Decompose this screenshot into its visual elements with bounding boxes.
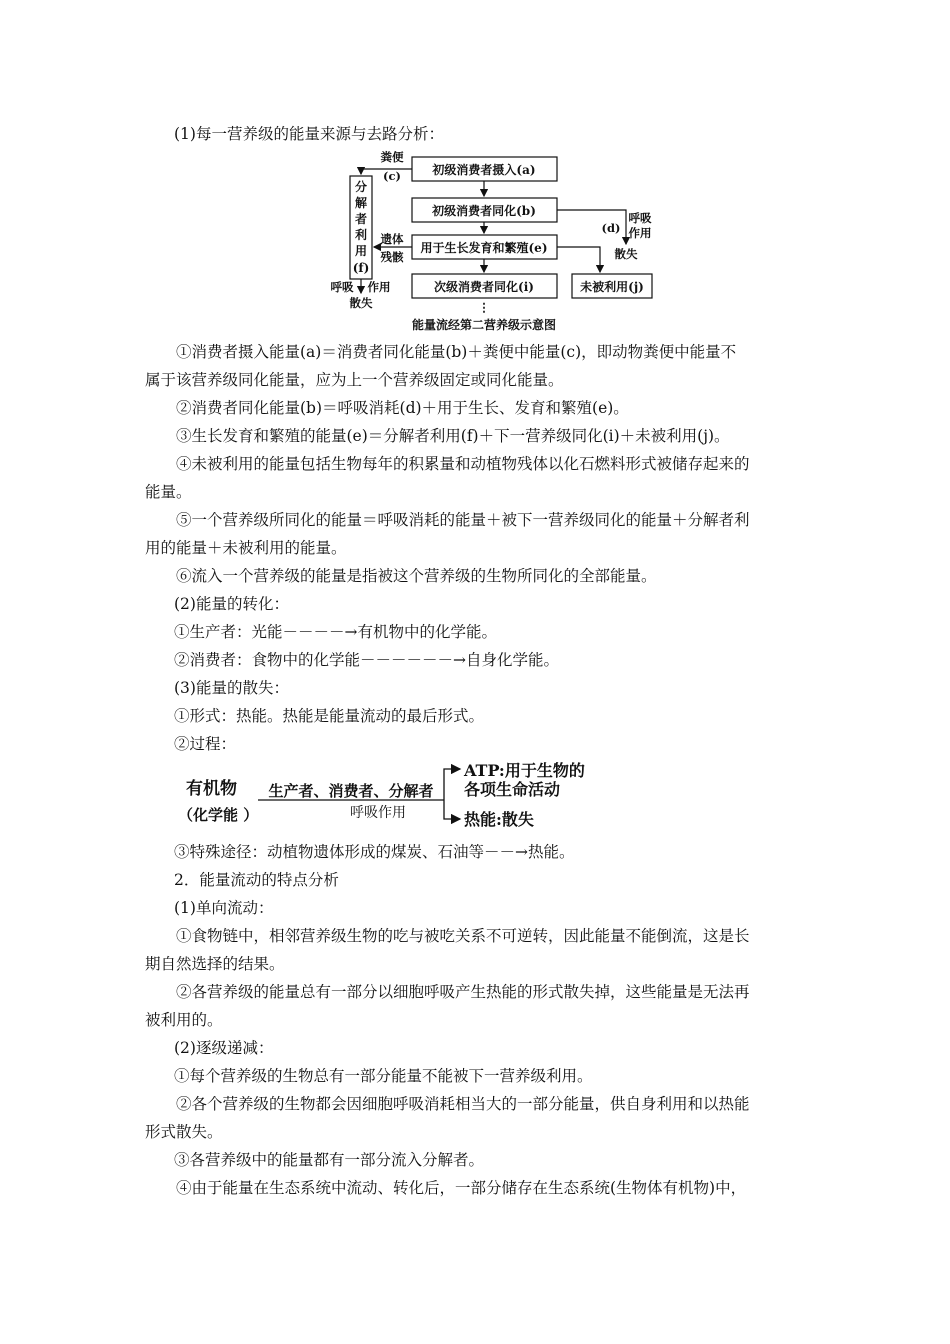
- paragraph: ②消费者：食物中的化学能－－－－－－→自身化学能。: [174, 651, 559, 669]
- paragraph: ①生产者：光能－－－－→有机物中的化学能。: [174, 623, 497, 641]
- paragraph: ①每个营养级的生物总有一部分能量不能被下一营养级利用。: [174, 1067, 593, 1085]
- paragraph: ③特殊途径：动植物遗体形成的煤炭、石油等－－→热能。: [174, 843, 575, 861]
- paragraph: 形式散失。: [145, 1123, 223, 1141]
- label-remains-1: 遗体: [380, 232, 404, 246]
- label-resp-left-2: 作用: [367, 280, 391, 294]
- paragraph: ②各营养级的能量总有一部分以细胞呼吸产生热能的形式散失掉，这些能量是无法再: [176, 983, 750, 1001]
- label-dots: ⋮: [478, 300, 490, 314]
- box-f-char: (f): [352, 261, 370, 275]
- diagram-caption: 能量流经第二营养级示意图: [411, 318, 557, 332]
- label-remains-2: 残骸: [380, 250, 404, 264]
- box-f-char: 解: [354, 196, 368, 210]
- process-out-top-2: 各项生命活动: [464, 780, 561, 799]
- process-over-arrow: 生产者、消费者、分解者: [268, 782, 434, 800]
- heading-energy-conversion: (2)能量的转化：: [174, 595, 289, 613]
- paragraph: ①食物链中，相邻营养级生物的吃与被吃关系不可逆转，因此能量不能倒流，这是长: [176, 927, 750, 945]
- section-title: 2．能量流动的特点分析: [174, 871, 339, 889]
- paragraph: ②过程：: [174, 735, 237, 753]
- paragraph: 用的能量＋未被利用的能量。: [145, 539, 347, 557]
- label-resp-left-1: 呼吸: [330, 280, 354, 294]
- heading-energy-source: (1)每一营养级的能量来源与去路分析：: [174, 125, 444, 143]
- box-a-text: 初级消费者摄入(a): [432, 163, 536, 177]
- paragraph: ⑥流入一个营养级的能量是指被这个营养级的生物所同化的全部能量。: [176, 567, 657, 585]
- box-e-text: 用于生长发育和繁殖(e): [420, 241, 548, 255]
- box-i-text: 次级消费者同化(i): [434, 280, 534, 294]
- process-out-top-1: ATP:用于生物的: [464, 761, 585, 780]
- heading-decreasing: (2)逐级递减：: [174, 1039, 274, 1057]
- box-f-char: 者: [354, 212, 368, 226]
- label-c: (c): [383, 169, 401, 183]
- paragraph: ②消费者同化能量(b)＝呼吸消耗(d)＋用于生长、发育和繁殖(e)。: [176, 399, 629, 417]
- box-f-char: 分: [354, 180, 368, 194]
- paragraph: 能量。: [145, 483, 192, 501]
- box-b-text: 初级消费者同化(b): [432, 204, 536, 218]
- process-out-bottom: 热能:散失: [464, 810, 534, 829]
- paragraph: 被利用的。: [145, 1011, 223, 1029]
- label-feces: 粪便: [380, 150, 404, 164]
- paragraph: ④由于能量在生态系统中流动、转化后，一部分储存在生态系统(生物体有机物)中，: [176, 1179, 747, 1197]
- label-dissipate-left: 散失: [349, 296, 373, 310]
- paragraph: ④未被利用的能量包括生物每年的积累量和动植物残体以化石燃料形式被储存起来的: [176, 455, 750, 473]
- process-left-2: （化学能 ）: [178, 806, 259, 824]
- heading-one-way-flow: (1)单向流动：: [174, 899, 274, 917]
- box-f-char: 利: [354, 228, 368, 242]
- label-resp-right-2: 作用: [628, 226, 652, 240]
- paragraph: ③各营养级中的能量都有一部分流入分解者。: [174, 1151, 485, 1169]
- dissipation-process-diagram: [178, 756, 618, 838]
- process-under-arrow: 呼吸作用: [350, 805, 406, 821]
- paragraph: 属于该营养级同化能量，应为上一个营养级固定或同化能量。: [145, 371, 564, 389]
- label-dissipate-right: 散失: [614, 247, 638, 261]
- energy-flow-diagram: [330, 148, 660, 334]
- box-j-text: 未被利用(j): [580, 280, 644, 294]
- process-left-1: 有机物: [186, 779, 237, 799]
- paragraph: 期自然选择的结果。: [145, 955, 285, 973]
- box-f-char: 用: [354, 244, 368, 258]
- paragraph: ①消费者摄入能量(a)＝消费者同化能量(b)＋粪便中能量(c)，即动物粪便中能量不: [176, 343, 737, 361]
- paragraph: ⑤一个营养级所同化的能量＝呼吸消耗的能量＋被下一营养级同化的能量＋分解者利: [176, 511, 750, 529]
- label-d: (d): [601, 221, 621, 235]
- paragraph: ①形式：热能。热能是能量流动的最后形式。: [174, 707, 485, 725]
- heading-energy-loss: (3)能量的散失：: [174, 679, 289, 697]
- paragraph: ②各个营养级的生物都会因细胞呼吸消耗相当大的一部分能量，供自身利用和以热能: [176, 1095, 750, 1113]
- paragraph: ③生长发育和繁殖的能量(e)＝分解者利用(f)＋下一营养级同化(i)＋未被利用(j)。: [176, 427, 730, 445]
- label-resp-right-1: 呼吸: [628, 211, 652, 225]
